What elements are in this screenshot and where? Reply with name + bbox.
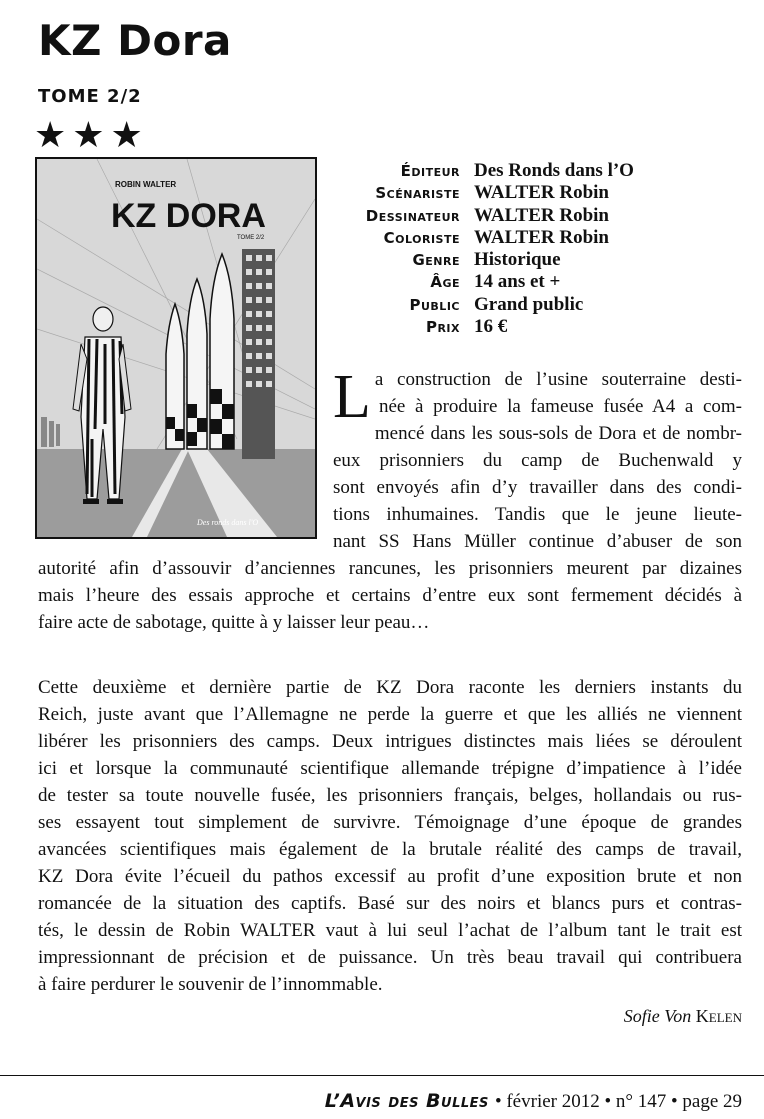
detail-label: Éditeur: [400, 162, 460, 180]
detail-label: Genre: [412, 251, 460, 270]
rating-stars: ★★★: [34, 115, 149, 156]
detail-value: Des Ronds dans l’O: [474, 160, 634, 181]
detail-label: Scénariste: [375, 184, 460, 203]
detail-row-prix: [340, 316, 634, 338]
cover-author: ROBIN WALTER: [115, 180, 177, 189]
volume-label: TOME 2/2: [38, 86, 142, 107]
detail-row-editeur: [340, 160, 634, 182]
review-line: de tester sa toute nouvelle fusée, les prisonniers français, belges, hollandais ou rus-: [38, 785, 742, 806]
detail-value: WALTER Robin: [474, 204, 609, 226]
detail-value: 14 ans et +: [474, 271, 561, 293]
magazine-name: L’Avis des Bulles: [324, 1090, 489, 1112]
synopsis-line: sont envoyés afin d’y travailler dans des condi-: [333, 477, 742, 498]
synopsis-line: tions inhumaines. Tandis que le jeune lieute-: [333, 504, 742, 525]
detail-row-scenariste: [340, 182, 634, 204]
review-body: [38, 674, 742, 998]
review-line: ses essayent tout simplement de survivre. Témoignage d’une époque de grandes: [38, 812, 742, 833]
cover-volume: TOME 2/2: [237, 235, 265, 241]
detail-label: Coloriste: [383, 228, 460, 247]
detail-row-coloriste: [340, 227, 634, 249]
cover-publisher: Des ronds dans l'O: [197, 518, 259, 527]
drop-cap: L: [333, 363, 371, 431]
review-line: Cette deuxième et dernière partie de KZ Dora raconte les derniers instants du: [38, 677, 742, 698]
synopsis-line: faire acte de sabotage, quitte à y laisser leur peau…: [38, 612, 430, 633]
review-line: à faire perdurer le souvenir de l’innommable.: [38, 974, 383, 995]
detail-value: 16 €: [474, 316, 508, 338]
synopsis: [38, 363, 742, 636]
author-first-name: Sofie Von: [623, 1006, 692, 1026]
page-title: KZ Dora: [38, 16, 232, 65]
detail-row-dessinateur: [340, 205, 634, 227]
review-line: impressionnant de précision et de puissance. Un très beau travail qui contribuera: [38, 947, 742, 968]
detail-row-age: [340, 271, 634, 293]
synopsis-line: née à produire la fameuse fusée A4 a com-: [379, 396, 742, 417]
footer-divider: [0, 1075, 764, 1076]
review-line: KZ Dora évite l’écueil du pathos excessif au profit d’une exposition brute et non: [38, 866, 742, 887]
review-line: Reich, juste avant que l’Allemagne ne perde la guerre et que les alliés ne viennent: [38, 704, 742, 725]
detail-label: Âge: [430, 273, 460, 292]
detail-label: Public: [409, 295, 460, 314]
synopsis-line: La construction de l’usine souterraine desti-: [333, 363, 742, 431]
review-line: libérer les prisonniers des camps. Deux intrigues distinctes mais liées se déroulent: [38, 731, 742, 752]
review-author: [624, 1006, 742, 1027]
synopsis-line: mais l’heure des essais approche et certains d’entre eux sont fermement décidés à: [38, 585, 742, 606]
book-details: [340, 160, 634, 338]
page-footer: [325, 1090, 742, 1113]
synopsis-line: autorité afin d’assouvir d’anciennes rancunes, les prisonniers meurent par dizaines: [38, 558, 742, 579]
detail-label: Prix: [425, 318, 460, 337]
cover-title: KZ DORA: [111, 197, 266, 235]
synopsis-line: nant SS Hans Müller continue d’abuser de son: [333, 531, 742, 552]
detail-value: WALTER Robin: [474, 182, 609, 204]
detail-value: Grand public: [474, 293, 584, 315]
review-line: romancée de la situation des captifs. Basé sur des noirs et blancs purs et contras-: [38, 893, 742, 914]
review-line: avancées scientifiques mais également de la brutale réalité des camps de travail,: [38, 839, 742, 860]
detail-value: Historique: [474, 249, 561, 271]
detail-row-public: [340, 294, 634, 316]
synopsis-line: mencé dans les sous-sols de Dora et de nombr-: [374, 423, 742, 444]
review-line: ici et lorsque la communauté scientifique allemande trépigne d’impatience à l’idée: [38, 758, 742, 779]
synopsis-line: eux prisonniers du camp de Buchenwald y: [333, 450, 742, 471]
review-line: tés, le dessin de Robin WALTER vaut à lui seul l’achat de l’album tant le trait est: [38, 920, 742, 941]
detail-row-genre: [340, 249, 634, 271]
issue-info: • février 2012 • n° 147 • page 29: [494, 1091, 742, 1112]
author-last-name: Kelen: [695, 1006, 742, 1026]
detail-label: Dessinateur: [365, 206, 460, 225]
detail-value: WALTER Robin: [474, 226, 609, 248]
